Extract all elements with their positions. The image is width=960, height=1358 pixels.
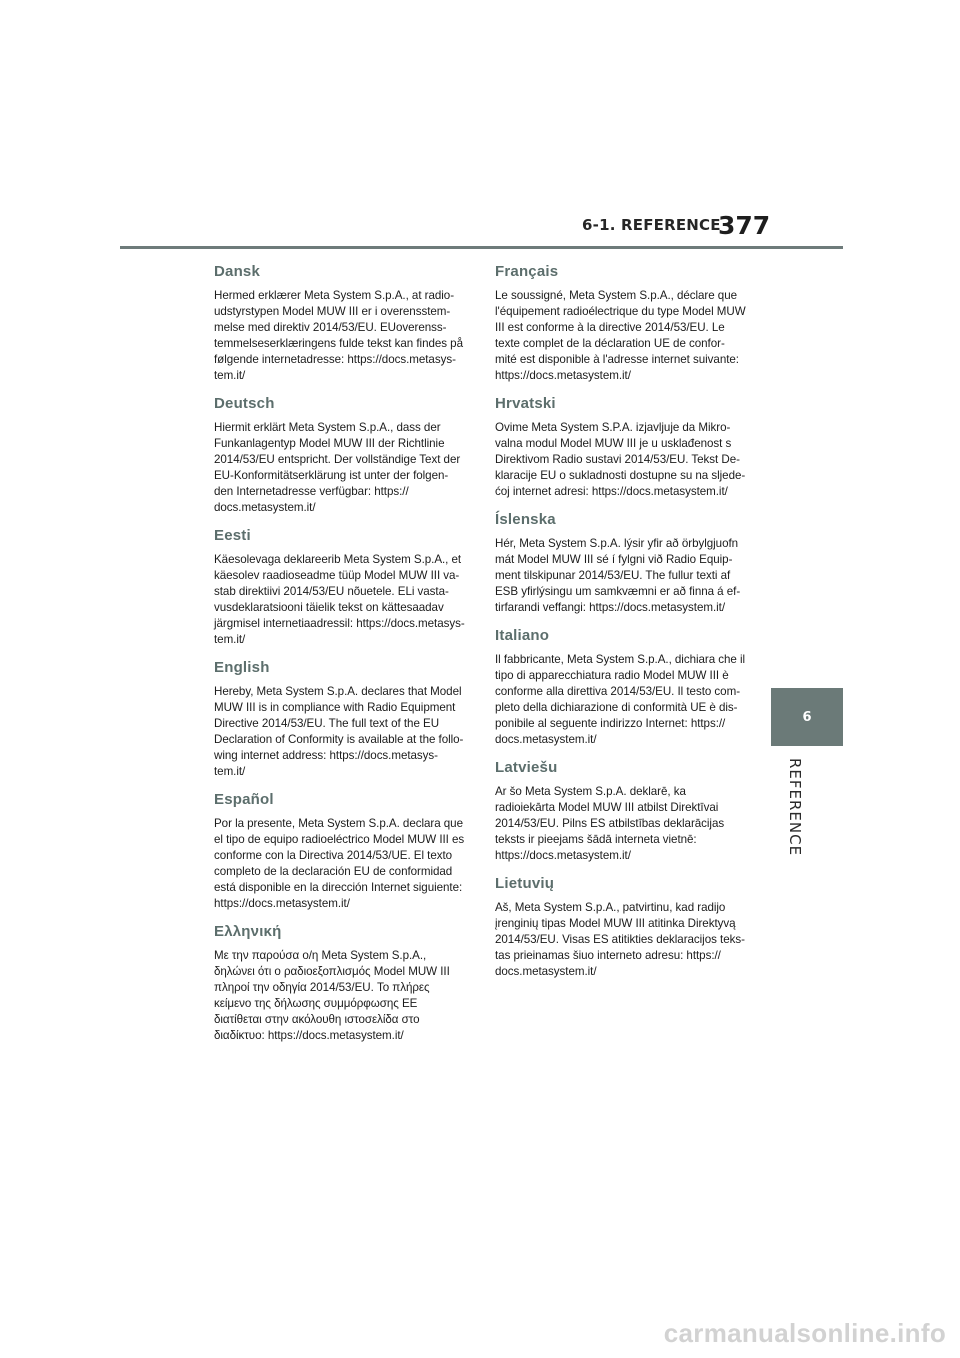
chapter-label: REFERENCE	[786, 758, 804, 857]
section-text: Με την παρούσα ο/η Meta System S.p.A., δηλώνει ότι ο ραδιοεξοπλισμός Model MUW III πληροί την οδηγία 2014/53/EU. Το πλήρες κείμενο της δήλωσης συμμόρφωσης ΕΕ διατίθεται στην ακόλουθη ιστοσελίδα στο διαδίκτυο: https://docs.metasystem.it/	[214, 949, 450, 1042]
section-francais	[495, 262, 747, 384]
section-text: Aš, Meta System S.p.A., patvirtinu, kad radijo įrenginių tipas Model MUW III atitinka Direktyvą 2014/53/EU. Visas ES atitikties deklaracijos teks- tas prieinamas šiuo interneto adresu: https:// docs.metasystem.it/	[495, 901, 745, 978]
section-dansk	[214, 262, 466, 384]
section-heading: Français	[495, 263, 559, 280]
section-text: Hereby, Meta System S.p.A. declares that Model MUW III is in compliance with Radio Equipment Directive 2014/53/EU. The full text of the EU Declaration of Conformity is available at the follo- wing internet address: https://docs.metasys- tem.it/	[214, 685, 464, 778]
section-heading: Íslenska	[495, 511, 556, 528]
section-heading: Italiano	[495, 627, 550, 644]
section-text: Käesolevaga deklareerib Meta System S.p.A., et käesolev raadioseadme tüüp Model MUW III va- stab direktiivi 2014/53/EU nõuetele. ELi vasta- vusdeklaratsiooni täielik tekst on kättesaadav järgmisel internetiaadressil: https://docs.metasys- tem.it/	[214, 553, 465, 646]
section-english	[214, 658, 466, 780]
section-text: Ovime Meta System S.P.A. izjavljuje da Mikro- valna modul Model MUW III je u usklađenost s Direktivom Radio sustavi 2014/53/EU. Tekst De- klaracije EU o sukladnosti dostupne su na sljede- ćoj internet adresi: https://docs.metasystem.it/	[495, 421, 746, 498]
section-text: Il fabbricante, Meta System S.p.A., dichiara che il tipo di apparecchiatura radio Model MUW III è conforme alla direttiva 2014/53/EU. Il testo com- pleto della dichiarazione di conformità UE è dis- ponibile al seguente indirizzo Internet: https:// docs.metasystem.it/	[495, 653, 746, 746]
section-ellinika	[214, 922, 466, 1044]
header-divider	[120, 246, 843, 249]
section-text: Por la presente, Meta System S.p.A. declara que el tipo de equipo radioeléctrico Model MUW III es conforme con la Directiva 2014/53/UE. El texto completo de la declaración EU de conformidad está disponible en la dirección Internet siguiente: https://docs.metasystem.it/	[214, 817, 465, 910]
section-eesti	[214, 526, 466, 648]
section-text: Ar šo Meta System S.p.A. deklarē, ka radioiekārta Model MUW III atbilst Direktīvai 2014/53/EU. Pilns ES atbilstības deklarācijas teksts ir pieejams šādā interneta vietnē: https://docs.metasystem.it/	[495, 785, 725, 862]
section-title: 6-1. REFERENCE	[582, 216, 721, 234]
section-heading: Ελληνική	[214, 923, 282, 940]
section-espanol	[214, 790, 466, 912]
right-column	[495, 262, 747, 990]
left-column	[214, 262, 466, 1054]
section-islenska	[495, 510, 747, 616]
section-deutsch	[214, 394, 466, 516]
chapter-tab	[771, 688, 843, 746]
section-text: Hiermit erklärt Meta System S.p.A., dass der Funkanlagentyp Model MUW III der Richtlinie 2014/53/EU entspricht. Der vollständige Text der EU-Konformitätserklärung ist unter der folgen- den Internetadresse verfügbar: https:// docs.metasystem.it/	[214, 421, 461, 514]
section-hrvatski	[495, 394, 747, 500]
section-heading: Lietuvių	[495, 875, 555, 892]
watermark: carmanualsonline.info	[663, 1318, 946, 1348]
section-lietuviu	[495, 874, 747, 980]
section-italiano	[495, 626, 747, 748]
section-heading: Latviešu	[495, 759, 558, 776]
page-number: 377	[718, 211, 771, 240]
section-text: Le soussigné, Meta System S.p.A., déclare que l'équipement radioélectrique du type Model MUW III est conforme à la directive 2014/53/EU. Le texte complet de la déclaration UE de confor- mité est disponible à l'adresse internet suivante: https://docs.metasystem.it/	[495, 289, 746, 382]
section-heading: Eesti	[214, 527, 251, 544]
section-latviesu	[495, 758, 747, 864]
section-heading: Deutsch	[214, 395, 275, 412]
section-text: Hermed erklærer Meta System S.p.A., at radio- udstyrstypen Model MUW III er i overensstem- melse med direktiv 2014/53/EU. EUoverenss- temmelseserklæringens fulde tekst kan findes på følgende internetadresse: https://docs.metasys- tem.it/	[214, 289, 463, 382]
section-heading: English	[214, 659, 270, 676]
chapter-number: 6	[802, 710, 812, 725]
section-heading: Dansk	[214, 263, 261, 280]
section-text: Hér, Meta System S.p.A. lýsir yfir að örbylgjuofn mát Model MUW III sé í fylgni við Radio Equip- ment tilskipunar 2014/53/EU. The fullur texti af ESB yfirlýsingu um samkvæmni er að finna á ef- tirfarandi veffangi: https://docs.metasystem.it/	[495, 537, 741, 614]
section-heading: Hrvatski	[495, 395, 556, 412]
section-heading: Español	[214, 791, 274, 808]
